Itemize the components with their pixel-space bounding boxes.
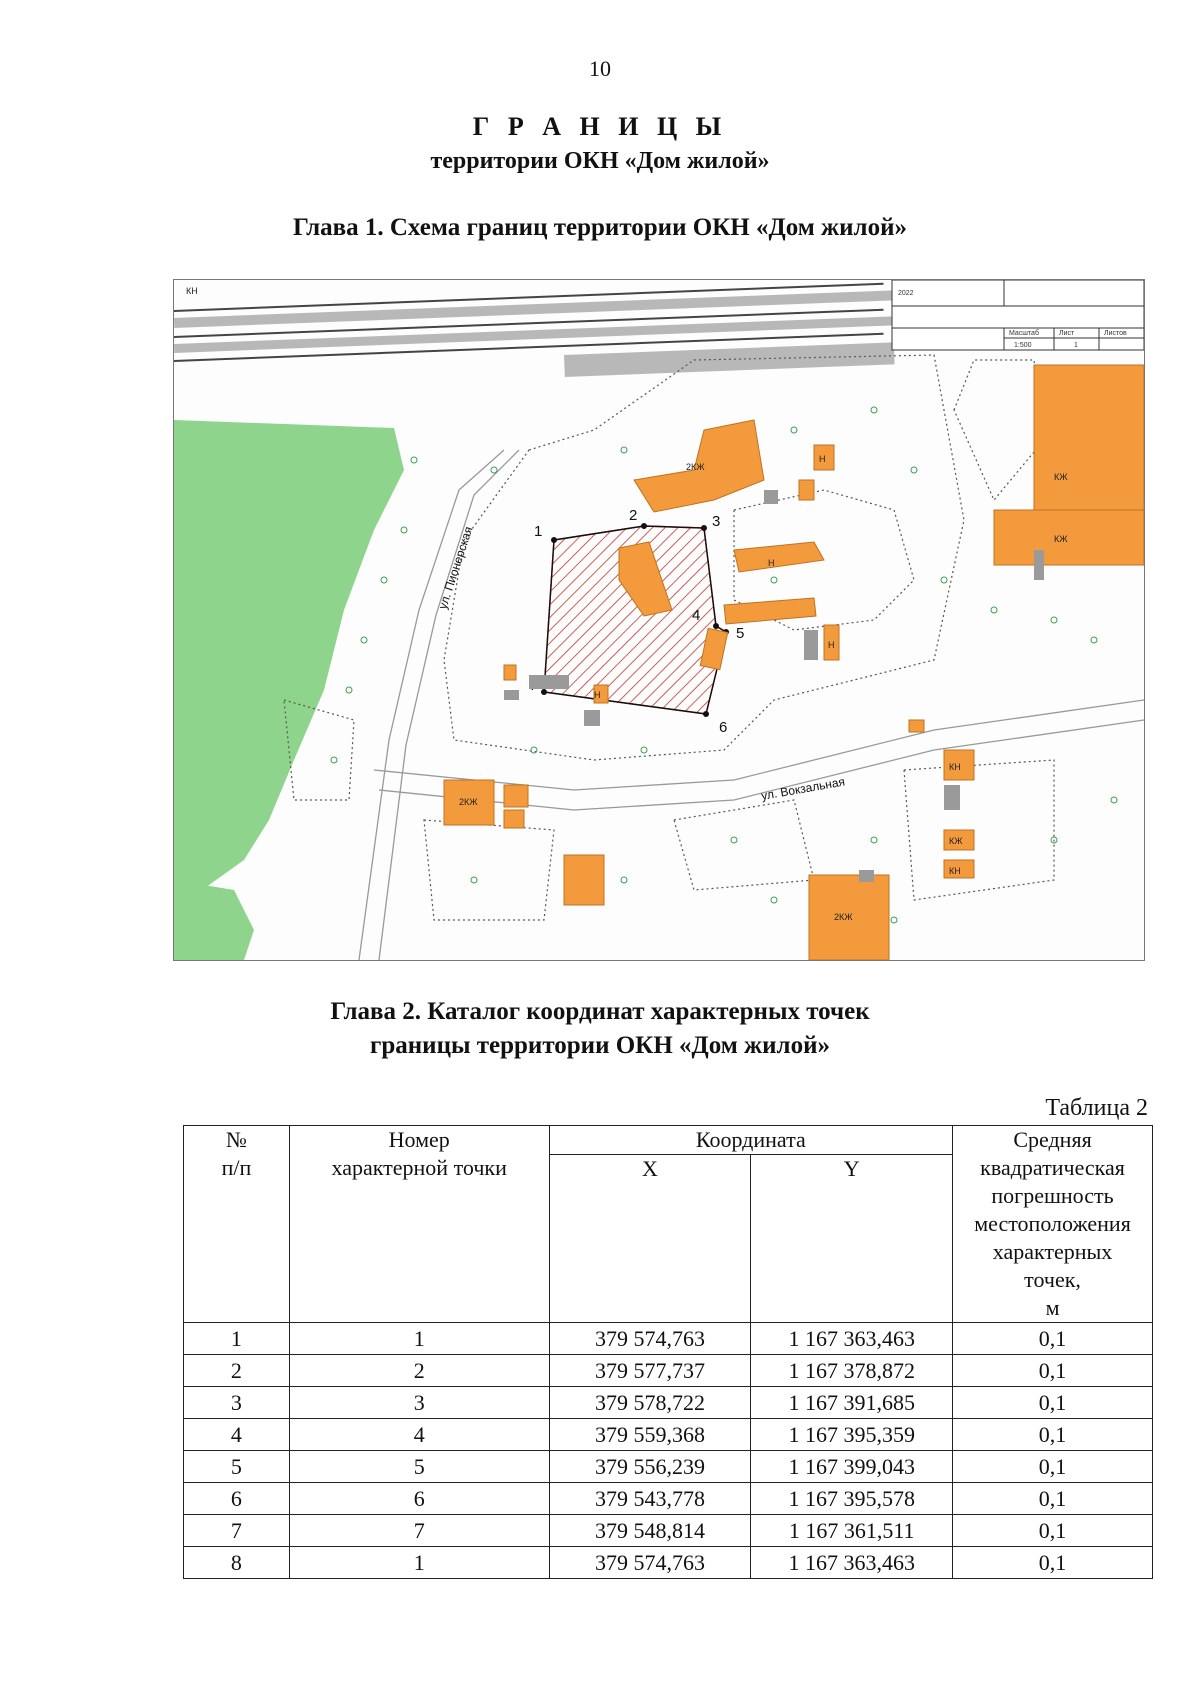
boundary-point-6 (703, 711, 709, 717)
cell-num: 1 (184, 1323, 290, 1355)
building-label-3: Н (594, 690, 601, 700)
map-drawing (174, 280, 1144, 960)
boundary-point-3 (701, 525, 707, 531)
cell-y: 1 167 391,685 (751, 1387, 953, 1419)
point-label-3: 3 (712, 513, 721, 530)
cell-x: 379 548,814 (549, 1515, 751, 1547)
table-row (184, 1451, 1153, 1483)
point-label-6: 6 (719, 719, 728, 736)
cell-x: 379 556,239 (549, 1451, 751, 1483)
building-label-8: КЖ (1054, 534, 1068, 544)
header-error: Средняя квадратическая погрешность местоположения характерных точек, м (953, 1126, 1153, 1323)
building-label-10: КЖ (949, 836, 963, 846)
point-label-1: 1 (534, 523, 543, 540)
cell-x: 379 559,368 (549, 1419, 751, 1451)
header-coordinate: Координата (549, 1126, 953, 1155)
cell-error: 0,1 (953, 1483, 1153, 1515)
boundary-point-2 (641, 523, 647, 529)
point-label-4: 4 (692, 607, 701, 624)
building-label-9: КН (949, 762, 961, 772)
cell-y: 1 167 363,463 (751, 1323, 953, 1355)
cell-num: 4 (184, 1419, 290, 1451)
building-label-5: Н (828, 640, 835, 650)
building-label-7: КЖ (1054, 472, 1068, 482)
table-row (184, 1323, 1153, 1355)
cell-error: 0,1 (953, 1387, 1153, 1419)
cell-point: 3 (289, 1387, 549, 1419)
header-x: X (549, 1155, 751, 1323)
cell-num: 6 (184, 1483, 290, 1515)
cell-error: 0,1 (953, 1547, 1153, 1579)
stamp-sheet: 1 (1074, 342, 1078, 349)
chapter2-heading-line1: Глава 2. Каталог координат характерных точек (330, 998, 870, 1025)
building-label-6: 2КЖ (459, 797, 478, 807)
cell-error: 0,1 (953, 1355, 1153, 1387)
cell-y: 1 167 395,578 (751, 1483, 953, 1515)
street-label-vokzalnaya: ул. Вокзальная (760, 774, 846, 803)
boundary-point-4 (713, 623, 719, 629)
point-label-2: 2 (629, 507, 638, 524)
building-label-11: КН (949, 866, 961, 876)
chapter2-heading (0, 995, 1200, 1063)
cell-num: 5 (184, 1451, 290, 1483)
cell-x: 379 577,737 (549, 1355, 751, 1387)
cell-point: 6 (289, 1483, 549, 1515)
stamp-scale: 1:500 (1014, 342, 1032, 349)
cell-error: 0,1 (953, 1515, 1153, 1547)
cell-x: 379 574,763 (549, 1547, 751, 1579)
point-label-5: 5 (736, 625, 745, 642)
cell-x: 379 543,778 (549, 1483, 751, 1515)
cell-num: 2 (184, 1355, 290, 1387)
table-row (184, 1355, 1153, 1387)
cell-point: 5 (289, 1451, 549, 1483)
boundary-point-1 (551, 537, 557, 543)
building-label-4: Н (819, 454, 826, 464)
cell-point: 7 (289, 1515, 549, 1547)
building-label-1: 2КЖ (686, 462, 705, 472)
cell-num: 3 (184, 1387, 290, 1419)
boundary-point-7 (541, 689, 547, 695)
cell-point: 4 (289, 1419, 549, 1451)
header-point: Номер характерной точки (289, 1126, 549, 1323)
street-label-pionerskaya: ул. Пионерская (435, 524, 476, 611)
building-label-13: КН (186, 286, 198, 296)
cell-y: 1 167 399,043 (751, 1451, 953, 1483)
document-title: Г Р А Н И Ц Ы (472, 112, 728, 141)
building-label-12: 2КЖ (834, 912, 853, 922)
cell-x: 379 574,763 (549, 1323, 751, 1355)
cell-y: 1 167 363,463 (751, 1547, 953, 1579)
cell-y: 1 167 361,511 (751, 1515, 953, 1547)
title-block-stamp (892, 280, 1144, 350)
cell-point: 1 (289, 1323, 549, 1355)
cell-y: 1 167 395,359 (751, 1419, 953, 1451)
page-number: 10 (589, 56, 611, 81)
table-row (184, 1419, 1153, 1451)
table-row (184, 1483, 1153, 1515)
stamp-sheets-header: Листов (1104, 330, 1127, 337)
boundary-map (173, 279, 1145, 961)
chapter2-heading-line2: границы территории ОКН «Дом жилой» (370, 1032, 830, 1059)
cell-x: 379 578,722 (549, 1387, 751, 1419)
building-label-2: Н (768, 558, 775, 568)
cell-error: 0,1 (953, 1419, 1153, 1451)
cell-num: 7 (184, 1515, 290, 1547)
table-row (184, 1515, 1153, 1547)
table-row (184, 1547, 1153, 1579)
cell-num: 8 (184, 1547, 290, 1579)
stamp-year: 2022 (898, 290, 914, 297)
chapter1-heading: Глава 1. Схема границ территории ОКН «Дом жилой» (293, 214, 907, 241)
document-subtitle: территории ОКН «Дом жилой» (430, 148, 770, 174)
header-num: № п/п (184, 1126, 290, 1323)
cell-point: 2 (289, 1355, 549, 1387)
cell-error: 0,1 (953, 1323, 1153, 1355)
table-row (184, 1387, 1153, 1419)
stamp-sheet-header: Лист (1059, 330, 1075, 337)
coordinates-table (183, 1125, 1153, 1579)
stamp-scale-header: Масштаб (1009, 330, 1039, 337)
cell-point: 1 (289, 1547, 549, 1579)
table-label: Таблица 2 (1045, 1095, 1148, 1121)
header-y: Y (751, 1155, 953, 1323)
cell-error: 0,1 (953, 1451, 1153, 1483)
cell-y: 1 167 378,872 (751, 1355, 953, 1387)
